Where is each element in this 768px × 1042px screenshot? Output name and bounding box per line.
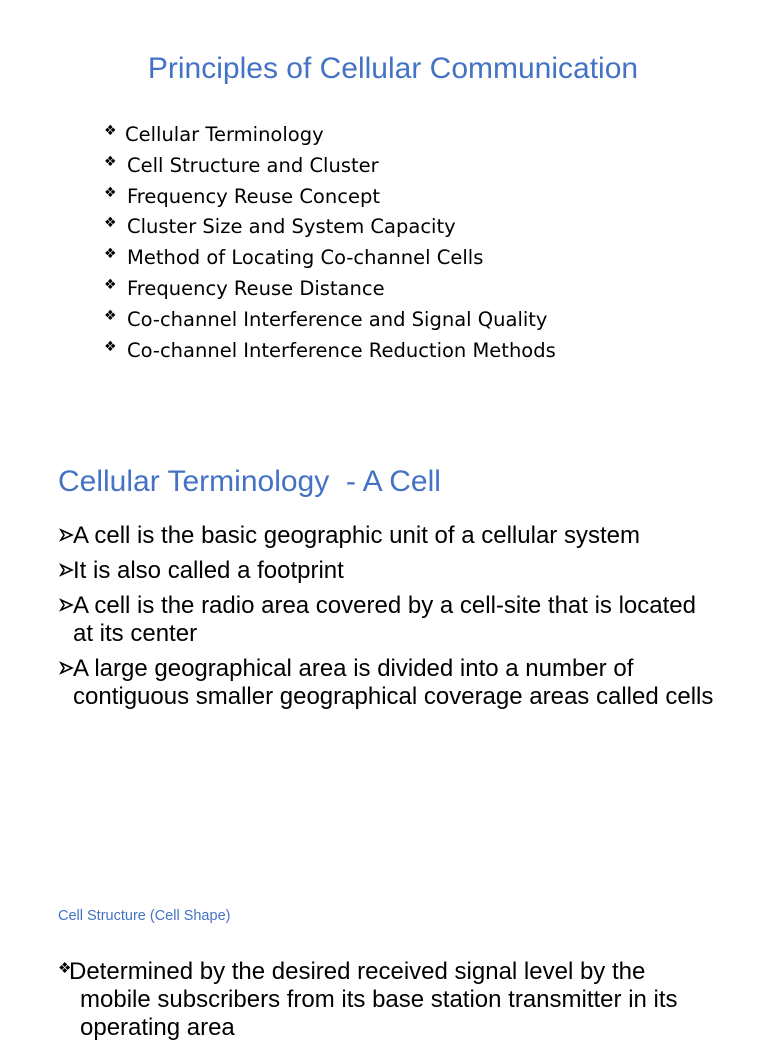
list-item (104, 305, 556, 336)
page-title: Principles of Cellular Communication (147, 52, 639, 85)
list-item-text: A cell is the radio area covered by a cell-site that is located at its center (73, 592, 696, 647)
diamond-bullet-icon: ❖ (104, 215, 117, 232)
definition-list (58, 522, 718, 718)
list-item (104, 212, 556, 243)
diamond-bullet-icon: ❖ (104, 246, 117, 263)
list-item-label: Cell Structure and Cluster (127, 153, 379, 177)
diamond-bullet-icon: ❖ (104, 338, 117, 355)
diamond-bullet-icon: ❖ (104, 307, 117, 324)
list-item-label: Frequency Reuse Distance (127, 276, 385, 300)
list-item (104, 182, 556, 213)
list-item-label: Co-channel Interference Reduction Methods (127, 338, 556, 362)
list-item-label: Method of Locating Co-channel Cells (127, 246, 484, 270)
diamond-bullet-icon: ❖ (104, 184, 117, 201)
list-item (58, 522, 718, 550)
list-item-label: Co-channel Interference and Signal Quality (127, 307, 548, 331)
list-item-label: Cluster Size and System Capacity (127, 215, 456, 239)
list-item-text: It is also called a footprint (73, 557, 344, 584)
list-item (104, 274, 556, 305)
list-item (104, 120, 556, 151)
list-item-text: A large geographical area is divided into a number of contiguous smaller geographical coverage areas called cells (73, 655, 714, 710)
list-item (104, 151, 556, 182)
list-item-text: Determined by the desired received signal level by the mobile subscribers from its base station transmitter in its operating area (69, 958, 678, 1041)
list-item (104, 336, 556, 367)
diamond-bullet-icon: ❖ (104, 123, 117, 139)
list-item (58, 592, 718, 648)
list-item-text: A cell is the basic geographic unit of a cellular system (73, 522, 640, 549)
topic-list (104, 120, 556, 366)
section-title: Cellular Terminology - A Cell (58, 465, 441, 498)
diamond-bullet-icon: ❖ (104, 276, 117, 293)
diamond-bullet-icon: ❖ (58, 960, 72, 977)
arrow-bullet-icon (58, 522, 76, 546)
list-item-label: Frequency Reuse Concept (127, 184, 380, 208)
arrow-bullet-icon (58, 557, 76, 581)
subsection-title: Cell Structure (Cell Shape) (58, 908, 231, 924)
diamond-bullet-icon: ❖ (104, 153, 117, 170)
arrow-bullet-icon (58, 592, 76, 616)
arrow-bullet-icon (58, 655, 76, 679)
list-item (104, 243, 556, 274)
list-item (58, 557, 718, 585)
list-item (58, 958, 718, 1042)
list-item-label: Cellular Terminology (125, 123, 324, 146)
list-item (58, 655, 718, 711)
